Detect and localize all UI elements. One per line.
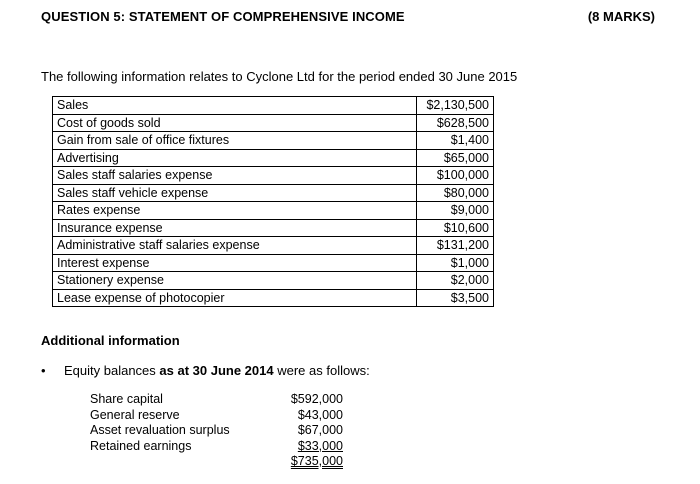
row-amount: $10,600 xyxy=(417,219,494,237)
equity-amount: $67,000 xyxy=(297,423,343,437)
row-label: Sales staff vehicle expense xyxy=(53,184,417,202)
row-label: Insurance expense xyxy=(53,219,417,237)
row-amount: $2,130,500 xyxy=(417,97,494,115)
list-item xyxy=(90,439,343,455)
table-row xyxy=(53,237,494,255)
equity-label: General reserve xyxy=(90,407,180,422)
equity-total: $735,000 xyxy=(290,454,343,468)
equity-amount: $592,000 xyxy=(290,392,343,406)
row-label: Sales staff salaries expense xyxy=(53,167,417,185)
table-row xyxy=(53,202,494,220)
table-row xyxy=(53,289,494,307)
table-row xyxy=(53,167,494,185)
row-label: Rates expense xyxy=(53,202,417,220)
row-label: Interest expense xyxy=(53,254,417,272)
equity-label: Asset revaluation surplus xyxy=(90,423,230,437)
row-amount: $100,000 xyxy=(417,167,494,185)
row-label: Cost of goods sold xyxy=(53,114,417,132)
bullet-icon: • xyxy=(41,363,46,378)
equity-total-spacer xyxy=(90,454,273,470)
bullet-text-bold: as at 30 June 2014 xyxy=(159,363,274,378)
row-label: Stationery expense xyxy=(53,272,417,290)
equity-label: Retained earnings xyxy=(90,438,192,453)
table-row xyxy=(53,272,494,290)
row-amount: $131,200 xyxy=(417,237,494,255)
page-title: QUESTION 5: STATEMENT OF COMPREHENSIVE INCOME xyxy=(41,9,405,24)
row-label: Sales xyxy=(53,97,417,115)
table-row xyxy=(53,254,494,272)
row-amount: $2,000 xyxy=(417,272,494,290)
table-row xyxy=(53,184,494,202)
table-row xyxy=(53,132,494,150)
equity-bullet xyxy=(41,363,370,378)
bullet-text-prefix: Equity balances xyxy=(64,363,160,378)
row-label: Advertising xyxy=(53,149,417,167)
list-item xyxy=(90,392,343,408)
bullet-text-suffix: were as follows: xyxy=(273,363,370,378)
equity-label: Share capital xyxy=(90,392,163,406)
row-amount: $65,000 xyxy=(417,149,494,167)
row-amount: $9,000 xyxy=(417,202,494,220)
table-row xyxy=(53,114,494,132)
equity-amount: $33,000 xyxy=(297,438,343,453)
row-amount: $3,500 xyxy=(417,289,494,307)
table-row xyxy=(53,219,494,237)
row-label: Administrative staff salaries expense xyxy=(53,237,417,255)
equity-balances xyxy=(90,392,343,470)
additional-info-heading: Additional information xyxy=(41,333,180,348)
row-amount: $628,500 xyxy=(417,114,494,132)
list-item xyxy=(90,408,343,424)
row-amount: $1,400 xyxy=(417,132,494,150)
intro-text: The following information relates to Cyclone Ltd for the period ended 30 June 2015 xyxy=(41,69,518,84)
income-data-table xyxy=(52,96,494,307)
equity-amount: $43,000 xyxy=(297,407,343,422)
table-row xyxy=(53,97,494,115)
row-amount: $1,000 xyxy=(417,254,494,272)
row-amount: $80,000 xyxy=(417,184,494,202)
row-label: Gain from sale of office fixtures xyxy=(53,132,417,150)
equity-total-row xyxy=(90,454,343,470)
table-row xyxy=(53,149,494,167)
marks-label: (8 MARKS) xyxy=(587,9,655,24)
row-label: Lease expense of photocopier xyxy=(53,289,417,307)
list-item xyxy=(90,423,343,439)
